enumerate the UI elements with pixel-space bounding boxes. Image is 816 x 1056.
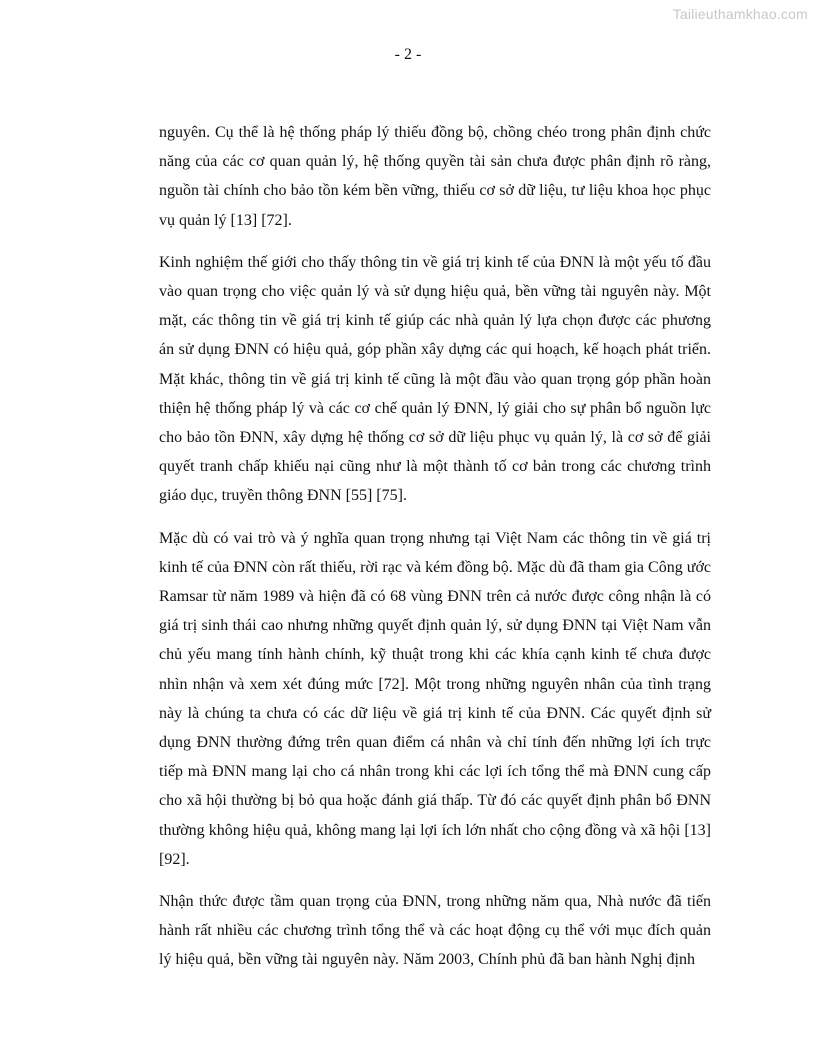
paragraph: Mặc dù có vai trò và ý nghĩa quan trọng nhưng tại Việt Nam các thông tin về giá trị kinh tế của ĐNN còn rất thiếu, rời rạc và kém đồng bộ. Mặc dù đã tham gia Công ước Ramsar từ năm 1989 và hiện đã có 68 vùng ĐNN trên cả nước được công nhận là có giá trị sinh thái cao nhưng những quyết định quản lý, sử dụng ĐNN tại Việt Nam vẫn chủ yếu mang tính hành chính, kỹ thuật trong khi các khía cạnh kinh tế chưa được nhìn nhận và xem xét đúng mức [72]. Một trong những nguyên nhân của tình trạng này là chúng ta chưa có các dữ liệu về giá trị kinh tế của ĐNN. Các quyết định sử dụng ĐNN thường đứng trên quan điểm cá nhân và chỉ tính đến những lợi ích trực tiếp mà ĐNN mang lại cho cá nhân trong khi các lợi ích tổng thể mà ĐNN cung cấp cho xã hội thường bị bỏ qua hoặc đánh giá thấp. Từ đó các quyết định phân bổ ĐNN thường không hiệu quả, không mang lại lợi ích lớn nhất cho cộng đồng và xã hội [13] [92]. [159, 529, 711, 868]
paragraph: Nhận thức được tầm quan trọng của ĐNN, trong những năm qua, Nhà nước đã tiến hành rất nhiều các chương trình tổng thể và các hoạt động cụ thể với mục đích quản lý hiệu quả, bền vững tài nguyên này. Năm 2003, Chính phủ đã ban hành Nghị định [159, 893, 711, 969]
watermark-text: Tailieuthamkhao.com [672, 6, 808, 22]
paragraph: Kinh nghiệm thế giới cho thấy thông tin về giá trị kinh tế của ĐNN là một yếu tố đầu vào quan trọng cho việc quản lý và sử dụng hiệu quả, bền vững tài nguyên này. Một mặt, các thông tin về giá trị kinh tế giúp các nhà quản lý lựa chọn được các phương án sử dụng ĐNN có hiệu quả, góp phần xây dựng các qui hoạch, kế hoạch phát triển. Mặt khác, thông tin về giá trị kinh tế cũng là một đầu vào quan trọng góp phần hoàn thiện hệ thống pháp lý và các cơ chế quản lý ĐNN, lý giải cho sự phân bổ nguồn lực cho bảo tồn ĐNN, xây dựng hệ thống cơ sở dữ liệu phục vụ quản lý, là cơ sở để giải quyết tranh chấp khiếu nại cũng như là một thành tố cơ bản trong các chương trình giáo dục, truyền thông ĐNN [55] [75]. [159, 253, 711, 505]
document-body [159, 118, 711, 988]
page-number: - 2 - [394, 46, 422, 63]
paragraph: nguyên. Cụ thể là hệ thống pháp lý thiếu đồng bộ, chồng chéo trong phân định chức năng của các cơ quan quản lý, hệ thống quyền tài sản chưa được phân định rõ ràng, nguồn tài chính cho bảo tồn kém bền vững, thiếu cơ sở dữ liệu, tư liệu khoa học phục vụ quản lý [13] [72]. [159, 124, 711, 229]
